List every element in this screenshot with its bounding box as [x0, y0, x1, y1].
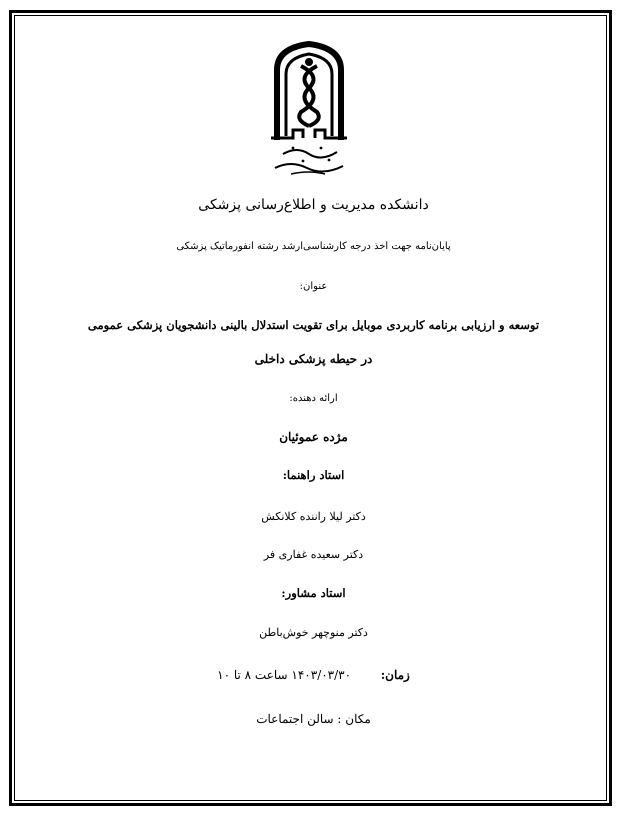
- presenter-name: مژده عموئیان: [279, 430, 348, 444]
- presenter-label: ارائه دهنده:: [289, 393, 338, 404]
- title-label: عنوان:: [299, 281, 328, 292]
- thesis-title-line-1: توسعه و ارزیابی برنامه کاربردی موبایل برای تقویت استدلال بالینی دانشجویان پزشکی عمومی: [87, 318, 540, 332]
- faculty-name: دانشکده مدیریت و اطلاع‌رسانی پزشکی: [198, 197, 429, 213]
- time-row: [30, 668, 597, 682]
- supervisor-label: استاد راهنما:: [282, 468, 345, 482]
- place: مکان : سالن اجتماعات: [256, 712, 371, 726]
- advisor-1: دکتر منوچهر خوش‌باطن: [259, 626, 368, 639]
- advisor-label: استاد مشاور:: [281, 586, 346, 600]
- thesis-note: پایان‌نامه جهت اخذ درجه کارشناسی‌ارشد رشته انفورماتیک پزشکی: [176, 241, 451, 252]
- university-logo: [263, 40, 355, 180]
- supervisor-1: دکتر لیلا راننده کلانکش: [261, 510, 366, 523]
- supervisor-2: دکتر سعیده غفاری فر: [263, 548, 364, 561]
- time-value: ۱۴۰۳/۰۳/۳۰ ساعت ۸ تا ۱۰: [217, 668, 352, 682]
- thesis-title-line-2: در حیطه پزشکی داخلی: [254, 352, 373, 366]
- time-label: زمان:: [380, 668, 410, 682]
